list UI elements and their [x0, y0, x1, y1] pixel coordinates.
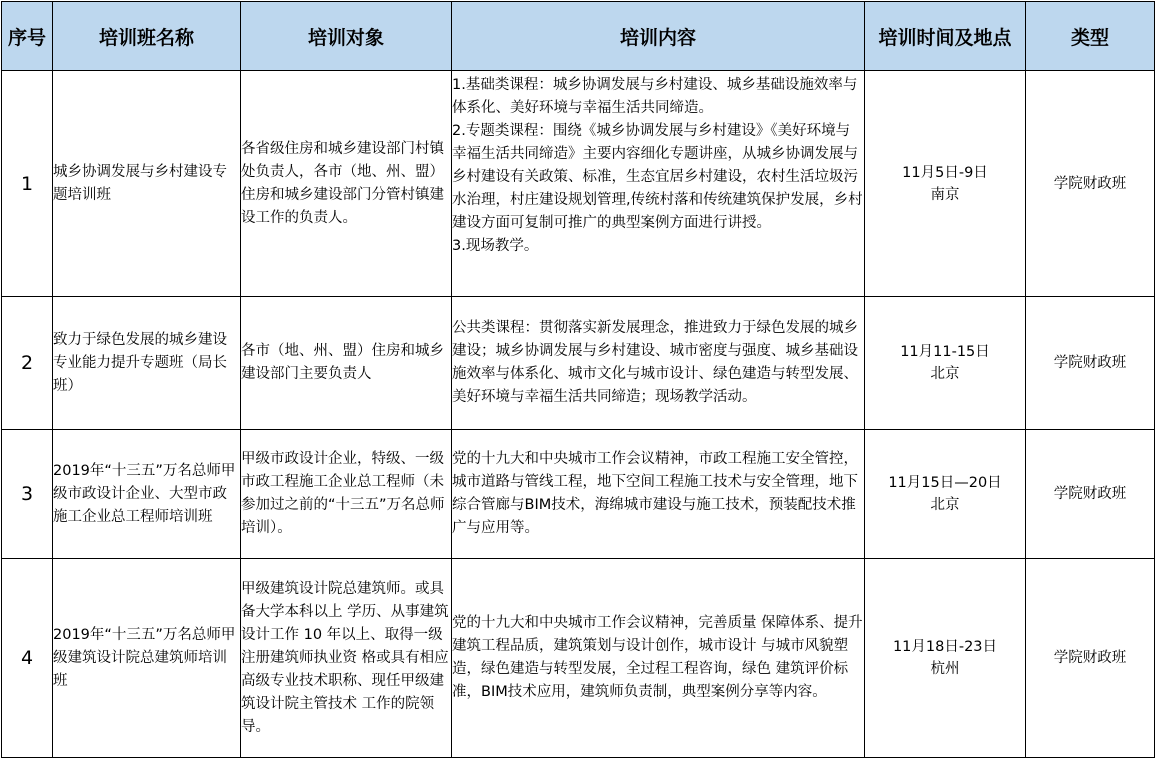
content-cell — [452, 71, 865, 297]
place-text: 北京 — [930, 366, 960, 382]
seq-cell: 4 — [2, 559, 53, 758]
time-place-cell — [865, 430, 1026, 559]
content-line: 党的十九大和中央城市工作会议精神，市政工程施工安全管控，城市道路与管线工程，地下空间工程施工技术与安全管理，地下综合管廊与BIM技术，海绵城市建设与施工技术，预装配技术推广与应用等。 — [452, 451, 858, 536]
name-cell: 城乡协调发展与乡村建设专题培训班 — [53, 71, 241, 297]
content-line: 党的十九大和中央城市工作会议精神，完善质量 保障体系、提升建筑工程品质，建筑策划与设计创作，城市设计 与城市风貌塑造，绿色建造与转型发展，全过程工程咨询，绿色 建筑评价标准，BIM技术应用，建筑师负责制，典型案例分享等内容。 — [452, 615, 863, 700]
place-text: 南京 — [930, 186, 960, 203]
header-content: 培训内容 — [452, 2, 865, 71]
date-text: 11月15日—20日 — [888, 475, 1002, 491]
target-cell: 各省级住房和城乡建设部门村镇处负责人，各市（地、州、盟）住房和城乡建设部门分管村镇建设工作的负责人。 — [241, 71, 452, 297]
time-place-cell — [865, 297, 1026, 430]
table-row — [2, 430, 1155, 559]
header-time-place: 培训时间及地点 — [865, 2, 1026, 71]
target-cell: 甲级市政设计企业，特级、一级市政工程施工企业总工程师（未参加过之前的“十三五”万名总师培训）。 — [241, 430, 452, 559]
content-cell — [452, 430, 865, 559]
header-type: 类型 — [1026, 2, 1155, 71]
table-row — [2, 297, 1155, 430]
seq-cell: 1 — [2, 71, 53, 297]
target-cell: 甲级建筑设计院总建筑师。或具备大学本科以上 学历、从事建筑设计工作 10 年以上、取得一级注册建筑师执业资 格或具有相应高级专业技术职称、现任甲级建筑设计院主管技术 工作的院领导。 — [241, 559, 452, 758]
place-text: 北京 — [930, 497, 960, 513]
content-line: 3.现场教学。 — [452, 238, 539, 254]
type-cell: 学院财政班 — [1026, 297, 1155, 430]
type-cell: 学院财政班 — [1026, 430, 1155, 559]
header-row — [2, 2, 1155, 71]
time-place-cell — [865, 71, 1026, 297]
content-cell — [452, 559, 865, 758]
type-cell: 学院财政班 — [1026, 559, 1155, 758]
date-text: 11月18日-23日 — [892, 639, 998, 655]
date-text: 11月5日-9日 — [902, 164, 988, 181]
place-text: 杭州 — [930, 661, 960, 677]
content-line: 公共类课程：贯彻落实新发展理念，推进致力于绿色发展的城乡建设；城乡协调发展与乡村建设、城市密度与强度、城乡基础设施效率与体系化、城市文化与城市设计、绿色建造与转型发展、美好环境与幸福生活共同缔造；现场教学活动。 — [452, 320, 858, 405]
name-cell: 致力于绿色发展的城乡建设专业能力提升专题班（局长班） — [53, 297, 241, 430]
seq-cell: 2 — [2, 297, 53, 430]
training-schedule-table — [1, 1, 1155, 758]
type-cell: 学院财政班 — [1026, 71, 1155, 297]
table-row — [2, 71, 1155, 297]
time-place-cell — [865, 559, 1026, 758]
name-cell: 2019年“十三五”万名总师甲级建筑设计院总建筑师培训班 — [53, 559, 241, 758]
content-cell — [452, 297, 865, 430]
content-line: 1.基础类课程：城乡协调发展与乡村建设、城乡基础设施效率与体系化、美好环境与幸福生活共同缔造。 — [452, 77, 858, 116]
header-name: 培训班名称 — [53, 2, 241, 71]
table-row — [2, 559, 1155, 758]
seq-cell: 3 — [2, 430, 53, 559]
target-cell: 各市（地、州、盟）住房和城乡建设部门主要负责人 — [241, 297, 452, 430]
date-text: 11月11-15日 — [900, 344, 990, 360]
name-cell: 2019年“十三五”万名总师甲级市政设计企业、大型市政施工企业总工程师培训班 — [53, 430, 241, 559]
header-seq: 序号 — [2, 2, 53, 71]
header-target: 培训对象 — [241, 2, 452, 71]
content-line: 2.专题类课程：围绕《城乡协调发展与乡村建设》《美好环境与幸福生活共同缔造》主要内容细化专题讲座，从城乡协调发展与乡村建设有关政策、标准，生态宜居乡村建设，农村生活垃圾污水治理，村庄建设规划管理,传统村落和传统建筑保护发展，乡村建设方面可复制可推广的典型案例方面进行讲授。 — [452, 123, 863, 231]
